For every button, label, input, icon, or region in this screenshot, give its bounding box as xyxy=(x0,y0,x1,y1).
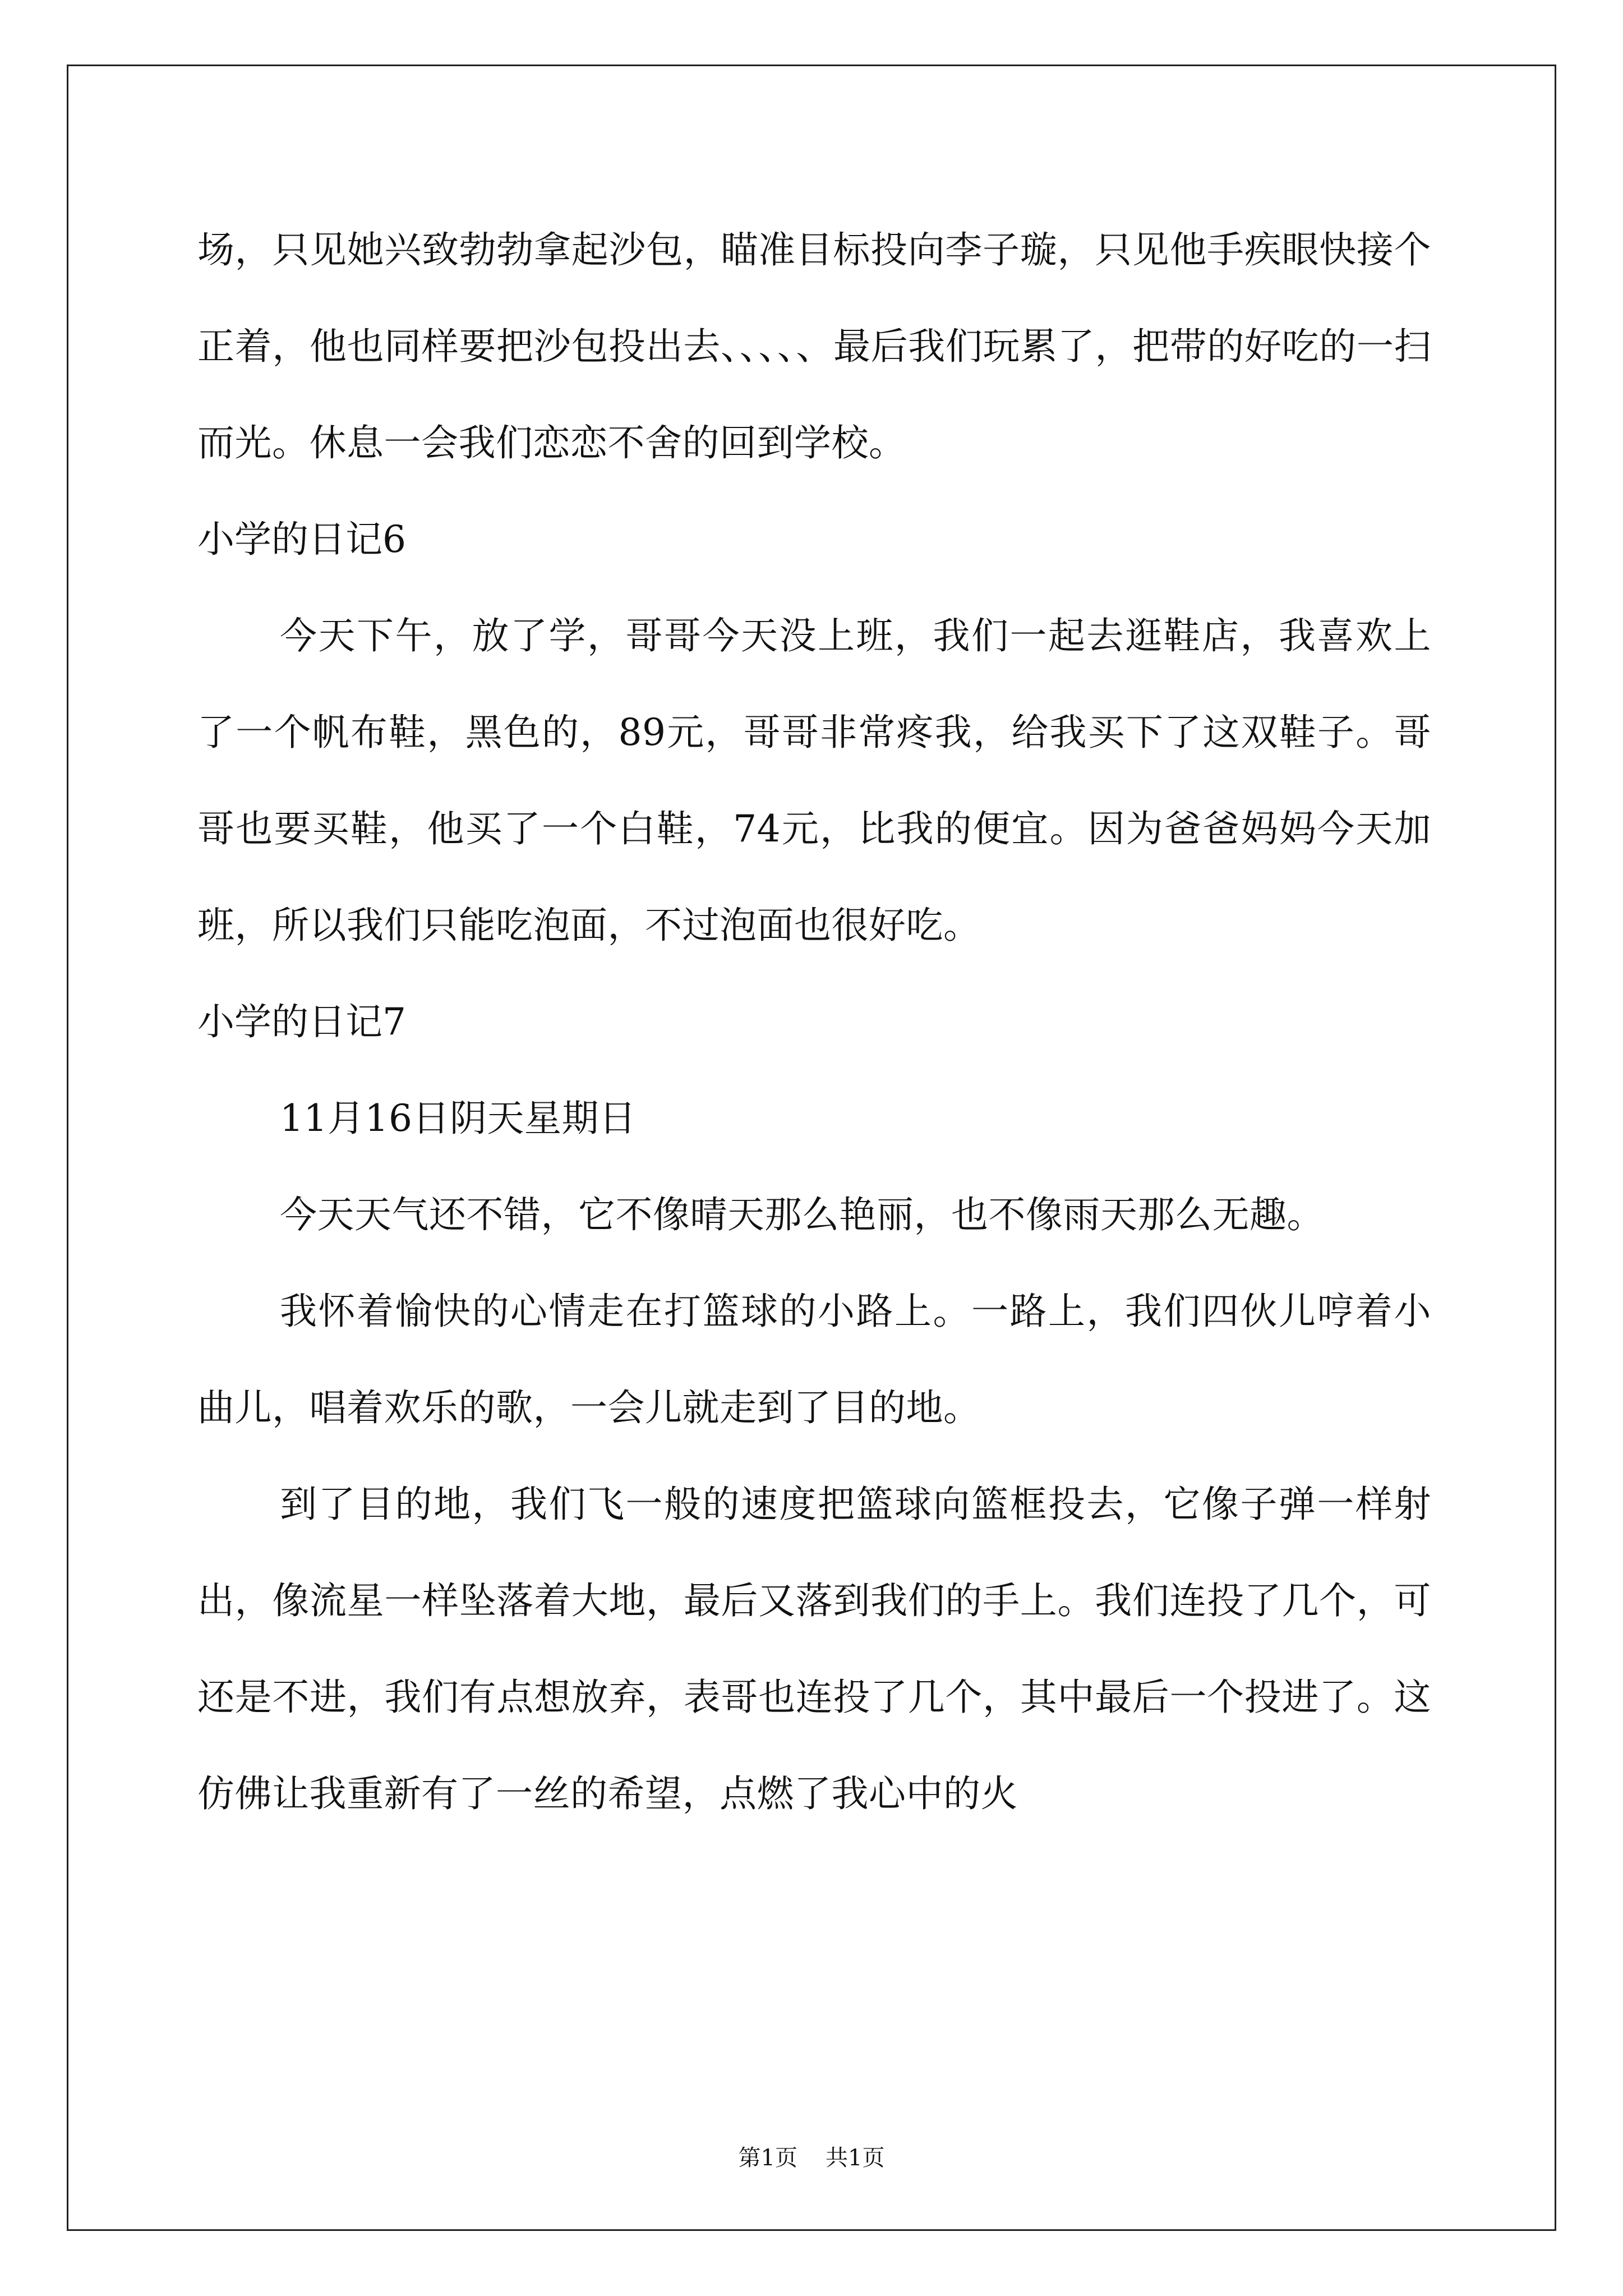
paragraph-continuation: 场，只见她兴致勃勃拿起沙包，瞄准目标投向李子璇，只见他手疾眼快接个正着，他也同样要把沙包投出去、、、、、最后我们玩累了，把带的好吃的一扫而光。休息一会我们恋恋不舍的回到学校。 xyxy=(197,228,1431,464)
document-body xyxy=(197,202,1431,1842)
page-total: 共1页 xyxy=(826,2145,885,2171)
page-number: 第1页 xyxy=(738,2145,797,2171)
paragraph-weather: 今天天气还不错，它不像晴天那么艳丽，也不像雨天那么无趣。 xyxy=(280,1193,1324,1236)
diary-heading-6: 小学的日记6 xyxy=(197,518,406,561)
diary-date-line: 11月16日阴天星期日 xyxy=(280,1097,637,1140)
paragraph-shoe-store: 今天下午，放了学，哥哥今天没上班，我们一起去逛鞋店，我喜欢上了一个帆布鞋，黑色的，89元，哥哥非常疼我，给我买下了这双鞋子。哥哥也要买鞋，他买了一个白鞋，74元，比我的便宜。因为爸爸妈妈今天加班，所以我们只能吃泡面，不过泡面也很好吃。 xyxy=(197,614,1431,947)
diary-heading-7: 小学的日记7 xyxy=(197,1000,406,1043)
paragraph-walk: 我怀着愉快的心情走在打篮球的小路上。一路上，我们四伙儿哼着小曲儿，唱着欢乐的歌，一会儿就走到了目的地。 xyxy=(197,1290,1431,1429)
page-footer xyxy=(0,2144,1623,2172)
paragraph-basketball: 到了目的地，我们飞一般的速度把篮球向篮框投去，它像子弹一样射出，像流星一样坠落着大地，最后又落到我们的手上。我们连投了几个，可还是不进，我们有点想放弃，表哥也连投了几个，其中最后一个投进了。这仿佛让我重新有了一丝的希望，点燃了我心中的火 xyxy=(197,1483,1431,1815)
